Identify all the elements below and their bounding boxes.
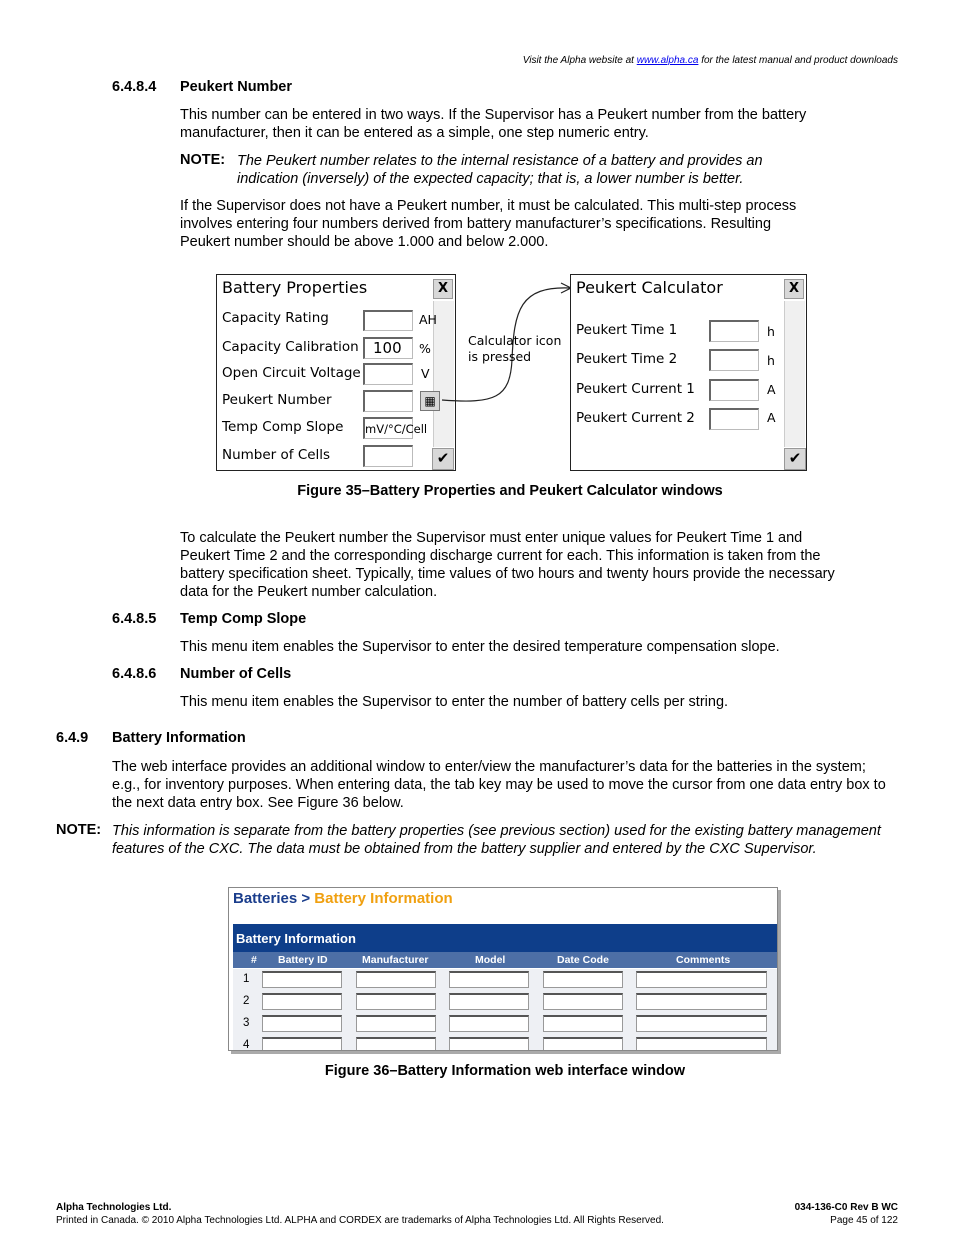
section-title: Battery Information [112, 730, 246, 746]
manufacturer-input[interactable] [356, 1037, 436, 1051]
section-number: 6.4.8.4 [112, 79, 157, 95]
open-circuit-voltage-input[interactable] [363, 363, 413, 385]
date-code-input[interactable] [543, 1015, 623, 1032]
manufacturer-input[interactable] [356, 993, 436, 1010]
paragraph-temp-comp-slope: This menu item enables the Supervisor to enter the desired temperature compensation slope. [180, 639, 780, 655]
annotation-line: Calculator icon [468, 333, 562, 348]
table-row [233, 1013, 777, 1036]
battery-id-input[interactable] [262, 993, 342, 1010]
battery-information-web-window [228, 887, 778, 1051]
figure-36-caption: Figure 36–Battery Information web interface window [324, 1063, 686, 1079]
section-number: 6.4.8.6 [112, 666, 157, 682]
battery-id-input[interactable] [262, 1015, 342, 1032]
capacity-rating-input[interactable] [363, 310, 413, 331]
peukert-current-1-unit: A [767, 382, 776, 397]
peukert-time-2-label: Peukert Time 2 [576, 351, 678, 367]
table-header [233, 952, 777, 968]
peukert-current-2-label: Peukert Current 2 [576, 410, 695, 426]
table-row [233, 991, 777, 1014]
manufacturer-input[interactable] [356, 971, 436, 988]
capacity-rating-unit: AH [419, 312, 437, 327]
calculator-icon[interactable]: ▦ [420, 391, 440, 411]
peukert-current-1-input[interactable] [709, 379, 759, 401]
column-header: Battery ID [278, 954, 328, 966]
peukert-number-input[interactable] [363, 390, 413, 412]
paragraph-peukert-intro: This number can be entered in two ways. If the Supervisor has a Peukert number from the battery manufacturer, then it can be entered as a simple, one step numeric entry. [180, 107, 807, 141]
comments-input[interactable] [636, 993, 767, 1010]
paragraph-battery-information: The web interface provides an additional window to enter/view the manufacturer’s data for the batteries in the system; e.g., for inventory purposes. When entering data, the tab key may be used to move the cursor from one data entry box to the next data entry box. See Figure 36 below. [112, 759, 886, 811]
model-input[interactable] [449, 971, 529, 988]
model-input[interactable] [449, 1015, 529, 1032]
column-header: Comments [676, 954, 731, 966]
footer-company: Alpha Technologies Ltd. [56, 1202, 172, 1213]
ok-checkmark-button[interactable]: ✔ [784, 448, 806, 470]
peukert-time-1-input[interactable] [709, 320, 759, 342]
section-title: Peukert Number [180, 79, 293, 95]
page-header [523, 55, 898, 66]
peukert-number-label: Peukert Number [222, 392, 332, 408]
peukert-time-1-label: Peukert Time 1 [576, 322, 678, 338]
breadcrumb-current: Battery Information [314, 890, 453, 907]
peukert-time-1-unit: h [767, 324, 775, 339]
manufacturer-input[interactable] [356, 1015, 436, 1032]
table-row [233, 1035, 777, 1051]
footer-doc-number: 034-136-C0 Rev B WC [794, 1202, 898, 1213]
section-title: Number of Cells [180, 666, 292, 682]
window-title: Battery Properties [222, 278, 368, 297]
comments-input[interactable] [636, 1037, 767, 1051]
capacity-rating-label: Capacity Rating [222, 310, 329, 326]
peukert-calculator-window [570, 274, 807, 471]
column-header: Manufacturer [362, 954, 429, 966]
paragraph-peukert-calculation: To calculate the Peukert number the Supervisor must enter unique values for Peukert Time 1 and Peukert Time 2 and the corresponding discharge current for each. This information is taken from the battery specification sheet. Typically, time values of two hours and twenty hours provide the necessary data for the Peukert number calculation. [180, 530, 835, 600]
note-label: NOTE: [56, 822, 102, 838]
row-number: 4 [243, 1039, 250, 1051]
section-number: 6.4.8.5 [112, 611, 157, 627]
battery-properties-window [216, 274, 456, 471]
column-header: # [251, 954, 257, 966]
row-number: 3 [243, 1017, 250, 1029]
breadcrumb [233, 890, 453, 907]
column-header: Date Code [557, 954, 609, 966]
close-button[interactable]: X [784, 279, 804, 299]
section-title: Temp Comp Slope [180, 611, 307, 627]
date-code-input[interactable] [543, 971, 623, 988]
number-of-cells-label: Number of Cells [222, 447, 331, 463]
footer-legal: Printed in Canada. © 2010 Alpha Technologies Ltd. ALPHA and CORDEX are trademarks of Alpha Technologies Ltd. All Rights Reserved. [56, 1215, 664, 1226]
date-code-input[interactable] [543, 1037, 623, 1051]
number-of-cells-input[interactable] [363, 445, 413, 467]
model-input[interactable] [449, 1037, 529, 1051]
paragraph-number-of-cells: This menu item enables the Supervisor to enter the number of battery cells per string. [180, 694, 729, 710]
table-row [233, 969, 777, 992]
close-button[interactable]: X [433, 279, 453, 299]
battery-id-input[interactable] [262, 971, 342, 988]
column-header: Model [475, 954, 506, 966]
window-title: Peukert Calculator [576, 278, 723, 297]
capacity-calibration-label: Capacity Calibration [222, 339, 359, 355]
open-circuit-voltage-label: Open Circuit Voltage [222, 365, 361, 381]
model-input[interactable] [449, 993, 529, 1010]
calculator-annotation [468, 333, 561, 365]
battery-id-input[interactable] [262, 1037, 342, 1051]
table-title-bar: Battery Information [233, 924, 777, 952]
row-number: 1 [243, 973, 250, 985]
peukert-current-2-input[interactable] [709, 408, 759, 430]
comments-input[interactable] [636, 971, 767, 988]
scrollbar[interactable] [784, 301, 805, 447]
peukert-time-2-input[interactable] [709, 349, 759, 371]
capacity-calibration-input[interactable]: 100 [363, 337, 413, 359]
footer-page-number: Page 45 of 122 [830, 1215, 898, 1226]
capacity-calibration-unit: % [419, 341, 431, 356]
annotation-line: is pressed [468, 349, 532, 364]
peukert-current-1-label: Peukert Current 1 [576, 381, 695, 397]
peukert-current-2-unit: A [767, 410, 776, 425]
figure-35-caption: Figure 35–Battery Properties and Peukert Calculator windows [297, 483, 723, 499]
breadcrumb-batteries-link[interactable]: Batteries > [233, 890, 311, 907]
alpha-website-link[interactable]: www.alpha.ca [636, 55, 699, 66]
ok-checkmark-button[interactable]: ✔ [432, 448, 454, 470]
footer-left [56, 1201, 664, 1227]
footer-right [795, 1201, 898, 1227]
header-text-suffix: for the latest manual and product downloads [701, 55, 898, 66]
paragraph-peukert-calculated: If the Supervisor does not have a Peukert number, it must be calculated. This multi-step process involves entering four numbers derived from battery manufacturer’s specifications. Resulting Peukert number should be above 1.000 and below 2.000. [180, 198, 797, 250]
note-peukert: The Peukert number relates to the internal resistance of a battery and provides an indication (inversely) of the expected capacity; that is, a lower number is better. [237, 153, 763, 187]
temp-comp-slope-label: Temp Comp Slope [222, 419, 344, 435]
note-label: NOTE: [180, 152, 226, 168]
peukert-time-2-unit: h [767, 353, 775, 368]
section-number: 6.4.9 [56, 730, 89, 746]
temp-comp-slope-unit: mV/°C/Cell [365, 422, 428, 436]
open-circuit-voltage-unit: V [421, 366, 430, 381]
row-number: 2 [243, 995, 250, 1007]
note-battery-information: This information is separate from the battery properties (see previous section) used for the existing battery management features of the CXC. The data must be obtained from the battery supplier and entered by the CXC Supervisor. [112, 823, 881, 857]
header-text: Visit the Alpha website at [522, 55, 634, 66]
comments-input[interactable] [636, 1015, 767, 1032]
date-code-input[interactable] [543, 993, 623, 1010]
